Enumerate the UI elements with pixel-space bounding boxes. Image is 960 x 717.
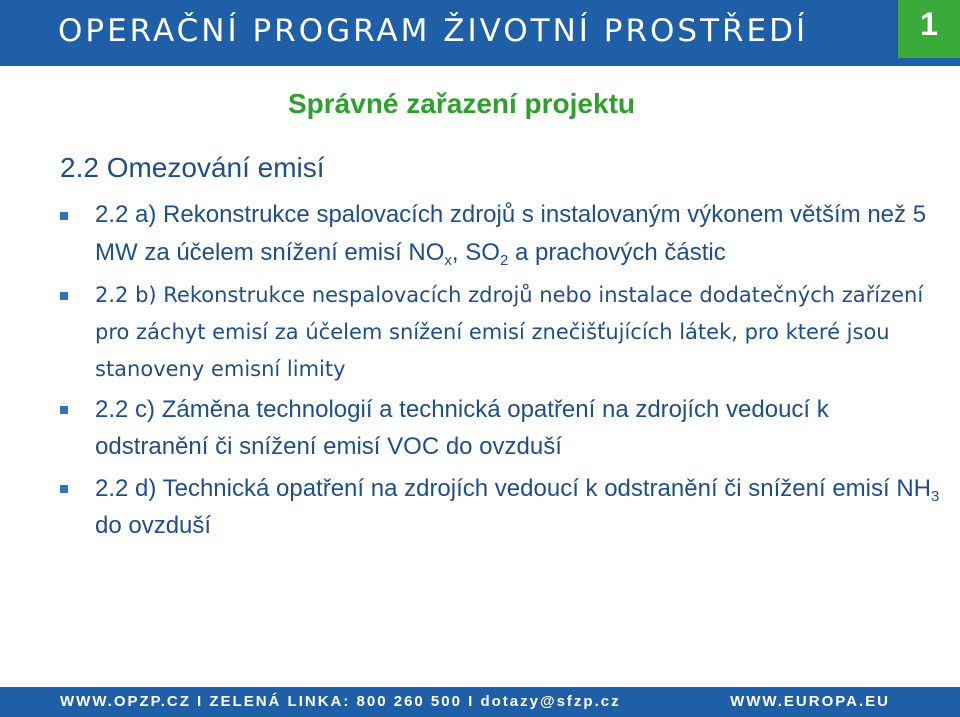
square-bullet-icon [60, 292, 68, 300]
program-title: OPERAČNÍ PROGRAM ŽIVOTNÍ PROSTŘEDÍ [58, 13, 809, 49]
bullet-text: 2.2 a) Rekonstrukce spalovacích zdrojů s instalovaným výkonem větším než 5 MW za účelem snížení emisí $NO_x$, $SO_2$ a prachových částic [95, 201, 927, 269]
bullet-item-2-2-a [60, 196, 940, 272]
section-heading: 2.2 Omezování emisí [60, 152, 325, 183]
bullet-text: 2.2 b) Rekonstrukce nespalovacích zdrojů nebo instalace dodatečných zařízení pro záchyt emisí za účelem snížení emisí znečišťujících látek, pro které jsou stanoveny emisní limity [95, 283, 924, 381]
footer-contact: WWW.OPZP.CZ I ZELENÁ LINKA: 800 260 500 I dotazy@sfzp.cz [60, 693, 621, 710]
square-bullet-icon [60, 406, 68, 414]
bullet-text: 2.2 d) Technická opatření na zdrojích vedoucí k odstranění či snížení emisí $NH_3$ do ovzduší [95, 475, 940, 539]
bullet-text: 2.2 c) Záměna technologií a technická opatření na zdrojích vedoucí k odstranění či snížení emisí VOC do ovzduší [95, 396, 829, 460]
bullet-item-2-2-d [60, 470, 940, 544]
square-bullet-icon [60, 212, 68, 220]
bullet-item-2-2-c [60, 391, 940, 465]
page-number: 1 [920, 6, 938, 42]
footer-europa-link[interactable]: WWW.EUROPA.EU [730, 693, 890, 710]
bullet-list [60, 196, 940, 544]
slide-title: Správné zařazení projektu [288, 88, 636, 119]
header-bar [0, 0, 960, 66]
page-number-badge [898, 0, 960, 58]
bullet-item-2-2-b [60, 277, 940, 388]
square-bullet-icon [60, 485, 68, 493]
footer-bar [0, 687, 960, 717]
